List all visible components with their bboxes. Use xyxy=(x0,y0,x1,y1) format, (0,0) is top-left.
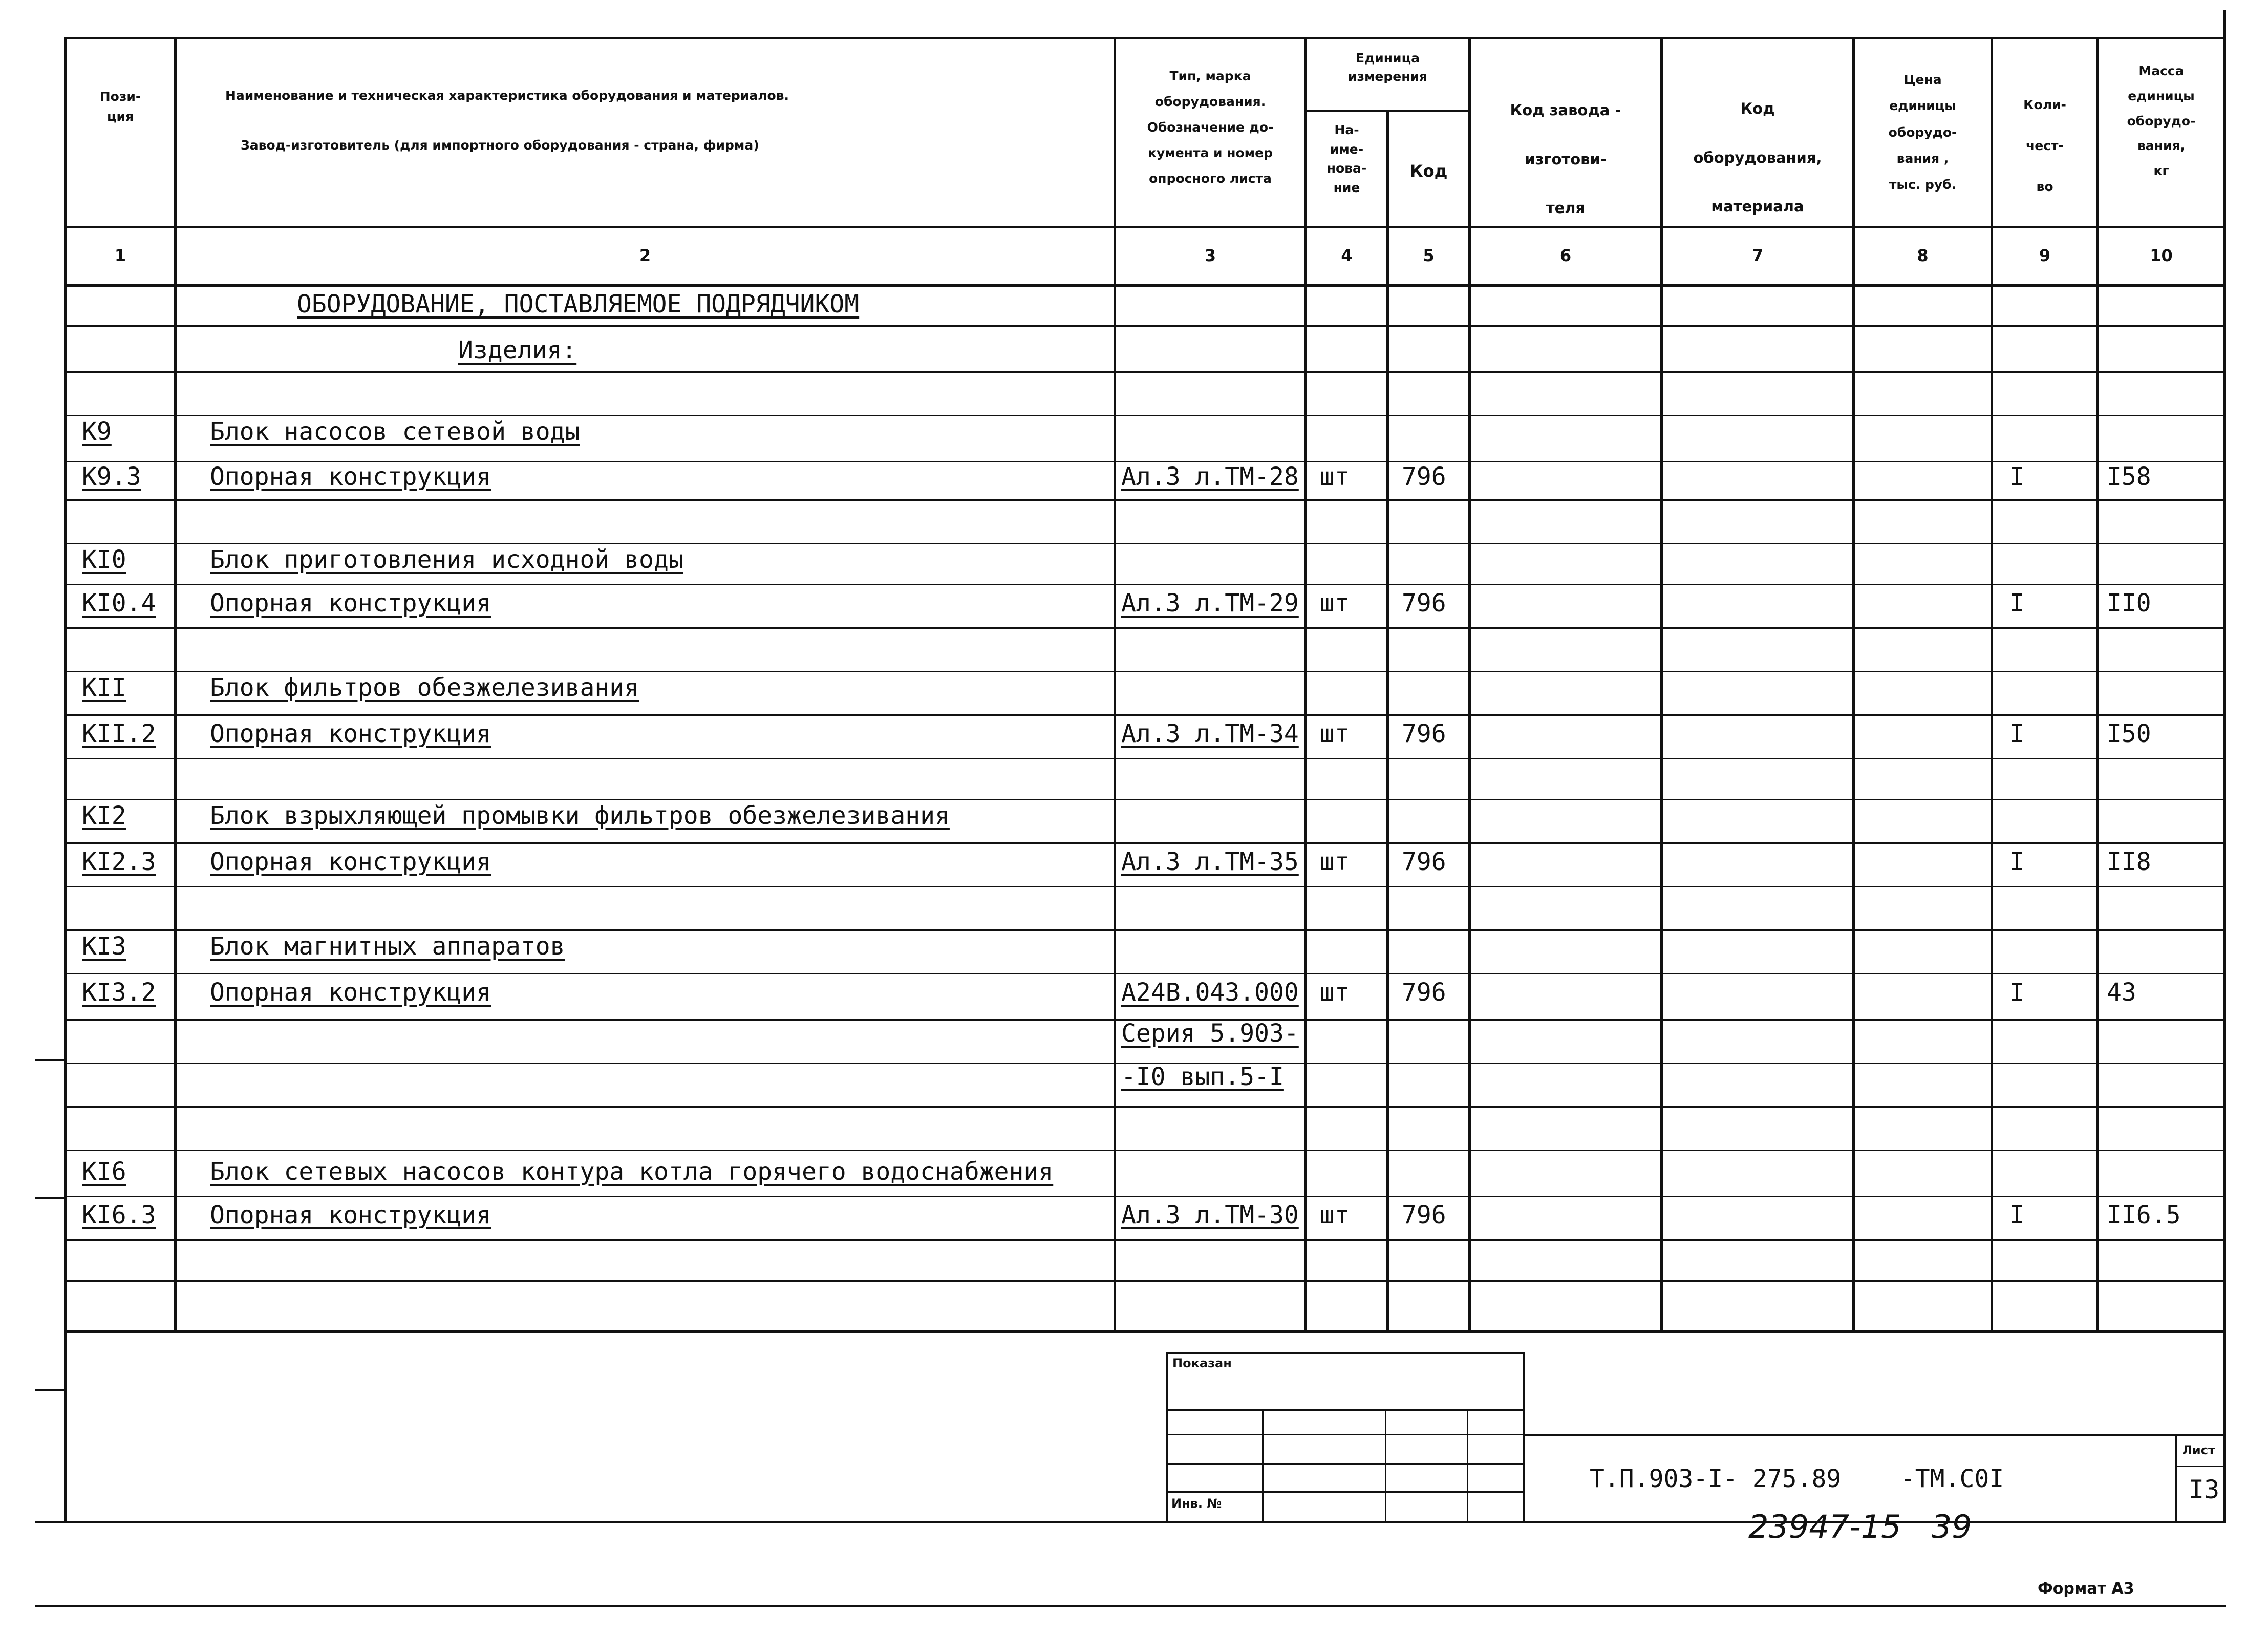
header-unit-code: Код xyxy=(1409,161,1448,181)
table-top-border xyxy=(64,37,2224,39)
stamp-frame xyxy=(1166,1352,1525,1354)
col-divider-3 xyxy=(1304,37,1307,1332)
row-separator xyxy=(64,627,2224,629)
row-1-code: 796 xyxy=(1402,462,1446,491)
row-7-name: Опорная конструкция xyxy=(210,847,491,876)
number-row-bottom-border xyxy=(64,284,2224,287)
row-1-mass: I58 xyxy=(2107,462,2151,491)
header-position: Пози- ция xyxy=(99,89,141,124)
section-title: ОБОРУДОВАНИЕ, ПОСТАВЛЯЕМОЕ ПОДРЯДЧИКОМ xyxy=(297,290,860,319)
row-13-pos: КI6.3 xyxy=(82,1201,156,1229)
row-7-pos: КI2.3 xyxy=(82,847,156,876)
header-factory-code: Код завода - изготови- теля xyxy=(1510,101,1621,217)
col-divider-2 xyxy=(1114,37,1116,1332)
margin-tick xyxy=(35,1197,66,1199)
row-separator xyxy=(64,842,2224,844)
stamp-frame xyxy=(1166,1352,1168,1522)
col-number-8: 8 xyxy=(1917,246,1929,265)
row-11-type: -I0 вып.5-I xyxy=(1121,1063,1284,1091)
row-separator xyxy=(64,671,2224,672)
row-separator xyxy=(64,1106,2224,1108)
row-separator xyxy=(64,325,2224,327)
row-1-name: Опорная конструкция xyxy=(210,462,491,491)
row-4-pos: КII xyxy=(82,673,126,702)
row-separator xyxy=(64,929,2224,931)
stamp-frame xyxy=(1467,1409,1468,1522)
header-unit-name: На- име- нова- ние xyxy=(1326,122,1367,195)
row-9-qty: I xyxy=(2009,978,2024,1007)
stamp-frame xyxy=(1523,1434,2224,1436)
row-separator xyxy=(64,543,2224,544)
col-number-1: 1 xyxy=(114,246,126,265)
row-2-name: Блок приготовления исходной воды xyxy=(210,545,683,574)
header-quantity: Коли- чест- во xyxy=(2023,97,2066,194)
row-13-name: Опорная конструкция xyxy=(210,1201,491,1229)
col-divider-9 xyxy=(2096,37,2099,1332)
row-1-pos: К9.3 xyxy=(82,462,141,491)
row-3-unit: шт xyxy=(1320,589,1350,618)
row-1-qty: I xyxy=(2009,462,2024,491)
row-9-mass: 43 xyxy=(2107,978,2136,1007)
table-bottom-border xyxy=(64,1330,2224,1333)
format-label: Формат А3 xyxy=(2038,1580,2134,1598)
row-3-qty: I xyxy=(2009,589,2024,618)
stamp-frame xyxy=(1523,1352,1525,1522)
row-12-pos: КI6 xyxy=(82,1157,126,1186)
row-5-mass: I50 xyxy=(2107,719,2151,748)
row-12-name: Блок сетевых насосов контура котла горячего водоснабжения xyxy=(210,1157,1054,1186)
row-6-pos: КI2 xyxy=(82,801,126,830)
row-separator xyxy=(64,886,2224,887)
row-13-code: 796 xyxy=(1402,1201,1446,1229)
row-8-pos: КI3 xyxy=(82,932,126,961)
margin-tick xyxy=(35,1389,66,1391)
subsection-title: Изделия: xyxy=(458,336,577,365)
header-bottom-border xyxy=(64,226,2224,228)
header-unit-group: Единица измерения xyxy=(1347,51,1428,84)
row-7-qty: I xyxy=(2009,847,2024,876)
row-separator xyxy=(64,973,2224,974)
stamp-shown-label: Показан xyxy=(1172,1356,1232,1370)
row-1-type: Ал.3 л.ТМ-28 xyxy=(1121,462,1299,491)
row-separator xyxy=(64,499,2224,501)
stamp-inv-label: Инв. № xyxy=(1171,1496,1222,1511)
row-3-type: Ал.3 л.ТМ-29 xyxy=(1121,589,1299,618)
col-number-3: 3 xyxy=(1204,246,1216,265)
col-divider-8 xyxy=(1991,37,1993,1332)
stamp-frame xyxy=(1166,1434,1525,1435)
sheet-cut-line xyxy=(35,1605,2226,1607)
row-9-type: А24В.043.000 xyxy=(1121,978,1299,1007)
col-number-4: 4 xyxy=(1341,246,1353,265)
col-number-10: 10 xyxy=(2150,246,2173,265)
stamp-frame xyxy=(1166,1409,1525,1411)
row-3-code: 796 xyxy=(1402,589,1446,618)
row-5-name: Опорная конструкция xyxy=(210,719,491,748)
row-7-code: 796 xyxy=(1402,847,1446,876)
row-5-qty: I xyxy=(2009,719,2024,748)
col-divider-1 xyxy=(174,37,177,1332)
row-separator xyxy=(64,799,2224,800)
sheet-number: I3 xyxy=(2189,1475,2220,1504)
row-separator xyxy=(64,584,2224,585)
row-2-pos: КI0 xyxy=(82,545,126,574)
row-3-name: Опорная конструкция xyxy=(210,589,491,618)
stamp-frame xyxy=(1166,1491,1525,1493)
header-name-line2: Завод-изготовитель (для импортного оборудования - страна, фирма) xyxy=(241,138,759,153)
row-separator xyxy=(64,1239,2224,1241)
stamp-frame xyxy=(2175,1466,2224,1467)
row-7-mass: II8 xyxy=(2107,847,2151,876)
row-1-unit: шт xyxy=(1320,462,1350,491)
row-4-name: Блок фильтров обезжелезивания xyxy=(210,673,639,702)
row-5-type: Ал.3 л.ТМ-34 xyxy=(1121,719,1299,748)
sheet-label: Лист xyxy=(2182,1443,2215,1457)
row-5-pos: КII.2 xyxy=(82,719,156,748)
row-0-pos: К9 xyxy=(82,417,112,446)
row-separator xyxy=(64,1150,2224,1151)
col-number-7: 7 xyxy=(1751,246,1764,265)
col-number-5: 5 xyxy=(1423,246,1435,265)
row-separator xyxy=(64,1280,2224,1282)
row-separator xyxy=(64,1196,2224,1197)
row-13-unit: шт xyxy=(1320,1201,1350,1229)
row-8-name: Блок магнитных аппаратов xyxy=(210,932,565,961)
row-3-mass: II0 xyxy=(2107,589,2151,618)
header-unit-price: Цена единицы оборудо- вания , тыс. руб. xyxy=(1888,72,1957,192)
row-9-unit: шт xyxy=(1320,978,1350,1007)
row-separator xyxy=(64,758,2224,759)
row-separator xyxy=(64,371,2224,373)
row-9-code: 796 xyxy=(1402,978,1446,1007)
header-unit-mass: Масса единицы оборудо- вания, кг xyxy=(2127,63,2196,178)
margin-tick xyxy=(35,1059,66,1061)
row-9-pos: КI3.2 xyxy=(82,978,156,1007)
handwritten-number: 23947-15 39 xyxy=(1748,1508,1972,1545)
row-13-mass: II6.5 xyxy=(2107,1201,2181,1229)
row-10-type: Серия 5.903- xyxy=(1121,1019,1299,1048)
row-13-type: Ал.3 л.ТМ-30 xyxy=(1121,1201,1299,1229)
row-0-name: Блок насосов сетевой воды xyxy=(210,417,580,446)
col-divider-7 xyxy=(1852,37,1855,1332)
row-7-unit: шт xyxy=(1320,847,1350,876)
row-separator xyxy=(64,415,2224,416)
stamp-frame xyxy=(1385,1409,1386,1522)
row-5-unit: шт xyxy=(1320,719,1350,748)
stamp-frame xyxy=(1262,1409,1264,1522)
row-3-pos: КI0.4 xyxy=(82,589,156,618)
col-divider-4 xyxy=(1386,110,1389,1332)
row-13-qty: I xyxy=(2009,1201,2024,1229)
col-number-6: 6 xyxy=(1559,246,1572,265)
frame-right-edge xyxy=(2223,10,2226,1523)
col-number-2: 2 xyxy=(639,246,651,265)
row-separator xyxy=(64,714,2224,716)
row-5-code: 796 xyxy=(1402,719,1446,748)
stamp-frame xyxy=(1166,1463,1525,1465)
header-type-doc: Тип, марка оборудования. Обозначение до- кумента и номер опросного листа xyxy=(1147,69,1274,186)
row-9-name: Опорная конструкция xyxy=(210,978,491,1007)
col-number-9: 9 xyxy=(2039,246,2051,265)
document-designation: Т.П.903-I- 275.89 -ТМ.С0I xyxy=(1590,1465,2004,1493)
row-6-name: Блок взрыхляющей промывки фильтров обезжелезивания xyxy=(210,801,950,830)
header-equipment-code: Код оборудования, материала xyxy=(1693,100,1822,216)
stamp-frame xyxy=(2175,1434,2177,1522)
row-7-type: Ал.3 л.ТМ-35 xyxy=(1121,847,1299,876)
header-name-line1: Наименование и техническая характеристика оборудования и материалов. xyxy=(225,88,789,103)
